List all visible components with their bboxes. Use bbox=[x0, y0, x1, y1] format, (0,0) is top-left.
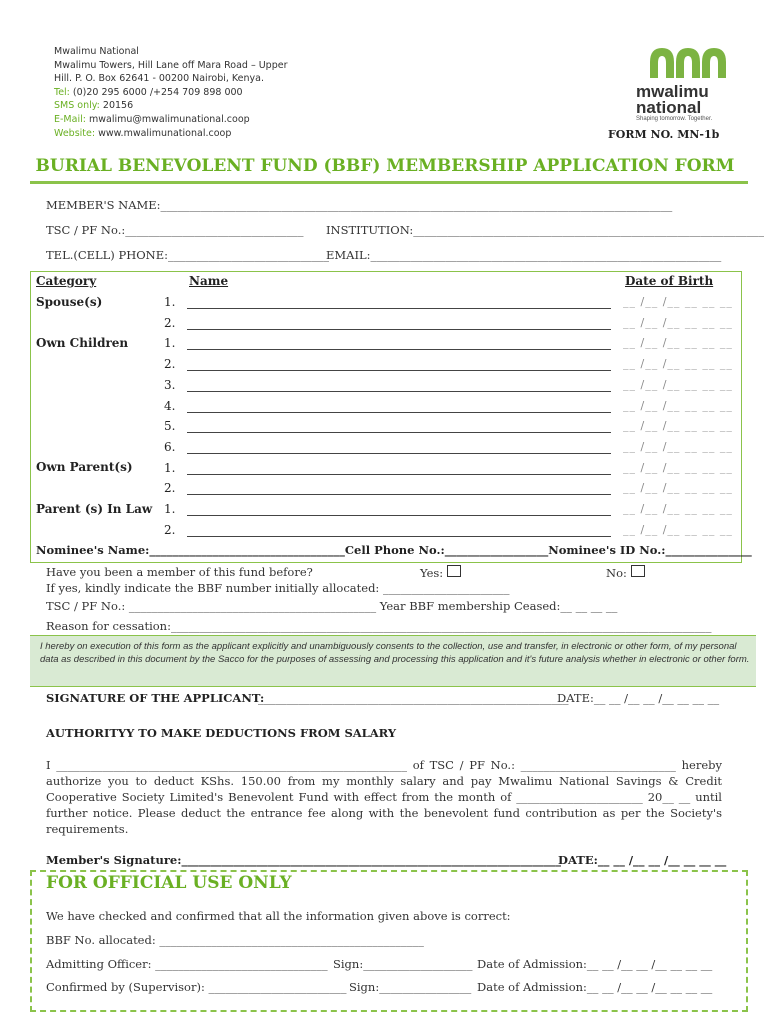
org-sms bbox=[54, 99, 288, 113]
logo-tagline: Shaping tomorrow. Together. bbox=[636, 116, 713, 122]
yes-label: Yes: bbox=[420, 566, 444, 580]
form-number: FORM NO. MN-1b bbox=[608, 128, 720, 141]
category-parents: Own Parent(s) bbox=[36, 460, 133, 474]
dependent-dob-field[interactable]: __ /__ /__ __ __ __ bbox=[623, 481, 733, 494]
admitting-officer-field[interactable]: Admitting Officer: ______________________________ bbox=[46, 957, 328, 971]
row-number: 2. bbox=[164, 481, 176, 495]
dependent-dob-field[interactable]: __ /__ /__ __ __ __ bbox=[623, 336, 733, 349]
org-tel-label: Tel: bbox=[54, 86, 70, 98]
applicant-signature-label: SIGNATURE OF THE APPLICANT: bbox=[46, 691, 265, 705]
supervisor-date-field[interactable]: Date of Admission:__ __ /__ __ /__ __ __ __ bbox=[477, 980, 713, 994]
dependent-name-line[interactable] bbox=[187, 515, 611, 516]
row-number: 2. bbox=[164, 357, 176, 371]
org-email bbox=[54, 113, 288, 127]
category-parents-in-law: Parent (s) In Law bbox=[36, 502, 153, 516]
dependent-dob-field[interactable]: __ /__ /__ __ __ __ bbox=[623, 378, 733, 391]
prior-member-question: Have you been a member of this fund before? bbox=[46, 565, 313, 579]
dependents-table bbox=[30, 271, 742, 563]
bbf-allocated-field[interactable]: BBF No. allocated: ______________________________________________ bbox=[46, 933, 424, 947]
dependent-name-line[interactable] bbox=[187, 391, 611, 392]
dependent-name-line[interactable] bbox=[187, 308, 611, 309]
tsc-ceased-field[interactable]: TSC / PF No.: ___________________________________________ Year BBF membership Ceased:__ __ __ __ bbox=[46, 599, 618, 613]
consent-text: I hereby on execution of this form as the applicant explicitly and unambiguously consents to the collection, use and transfer, in electronic or other form, of my personal data as described in this document by the Sacco for the purposes of assessing and processing this application and it's future analysis whether in electronic or other form. bbox=[40, 641, 750, 666]
dependent-name-line[interactable] bbox=[187, 494, 611, 495]
row-number: 1. bbox=[164, 295, 176, 309]
authority-paragraph: I _____________________________________________________________ of TSC / PF No.: ___________________________ hereby authorize you to deduct KShs. 150.00 from my monthly salary and pay Mwalimu National Savings & Credit Cooperative Society Limited's Benevolent Fund with effect from the month of ______________________ 20__ __ until further notice. Please deduct the entrance fee along with the benevolent fund contribution as per the Society's requirements. bbox=[46, 758, 722, 836]
col-name: Name bbox=[189, 274, 229, 288]
applicant-date-field[interactable]: DATE:__ __ /__ __ /__ __ __ __ bbox=[557, 691, 720, 705]
yes-option[interactable] bbox=[420, 565, 461, 580]
category-children: Own Children bbox=[36, 336, 129, 350]
dependent-dob-field[interactable]: __ /__ /__ __ __ __ bbox=[623, 461, 733, 474]
row-number: 2. bbox=[164, 316, 176, 330]
title-divider bbox=[30, 181, 748, 184]
bbf-number-field[interactable]: If yes, kindly indicate the BBF number initially allocated: ______________________ bbox=[46, 581, 510, 595]
nominee-row[interactable]: Nominee's Name:__________________________________Cell Phone No.:__________________Nominee's ID No.:_______________ bbox=[36, 543, 752, 557]
row-number: 4. bbox=[164, 399, 176, 413]
org-sms-label: SMS only: bbox=[54, 100, 100, 112]
org-website bbox=[54, 127, 288, 141]
org-website-value: www.mwalimunational.coop bbox=[98, 127, 232, 139]
official-confirm-text: We have checked and confirmed that all the information given above is correct: bbox=[46, 909, 511, 923]
logo-text-line-1: mwalimu bbox=[636, 82, 709, 101]
dependent-name-line[interactable] bbox=[187, 349, 611, 350]
dependent-name-line[interactable] bbox=[187, 412, 611, 413]
org-website-label: Website: bbox=[54, 127, 96, 139]
dependent-dob-field[interactable]: __ /__ /__ __ __ __ bbox=[623, 295, 733, 308]
dependent-dob-field[interactable]: __ /__ /__ __ __ __ bbox=[623, 502, 733, 515]
page-title: BURIAL BENEVOLENT FUND (BBF) MEMBERSHIP APPLICATION FORM bbox=[35, 156, 735, 176]
dependent-dob-field[interactable]: __ /__ /__ __ __ __ bbox=[623, 523, 733, 536]
dependent-name-line[interactable] bbox=[187, 329, 611, 330]
col-dob: Date of Birth bbox=[625, 274, 714, 288]
no-checkbox[interactable] bbox=[631, 565, 645, 577]
tel-field[interactable]: TEL.(CELL) PHONE:____________________________ bbox=[46, 248, 329, 262]
authority-heading: AUTHORITYY TO MAKE DEDUCTIONS FROM SALARY bbox=[46, 726, 397, 740]
row-number: 6. bbox=[164, 440, 176, 454]
tsc-pf-field[interactable]: TSC / PF No.:_______________________________ bbox=[46, 223, 304, 237]
row-number: 1. bbox=[164, 461, 176, 475]
org-address-line-2: Hill. P. O. Box 62641 - 00200 Nairobi, Kenya. bbox=[54, 73, 265, 85]
admitting-sign-field[interactable]: Sign:___________________ bbox=[333, 957, 473, 971]
dependent-name-line[interactable] bbox=[187, 370, 611, 371]
member-signature-field[interactable]: Member's Signature:__________________________________________________________________ bbox=[46, 853, 561, 867]
org-address-block bbox=[54, 45, 288, 140]
org-name: Mwalimu National bbox=[54, 46, 139, 57]
dependent-name-line[interactable] bbox=[187, 432, 611, 433]
org-tel-value: (0)20 295 6000 /+254 709 898 000 bbox=[72, 86, 243, 98]
dependent-dob-field[interactable]: __ /__ /__ __ __ __ bbox=[623, 440, 733, 453]
col-category: Category bbox=[36, 274, 97, 288]
supervisor-field[interactable]: Confirmed by (Supervisor): ________________________ bbox=[46, 980, 347, 994]
admission-date-field[interactable]: Date of Admission:__ __ /__ __ /__ __ __ __ bbox=[477, 957, 713, 971]
dependent-dob-field[interactable]: __ /__ /__ __ __ __ bbox=[623, 316, 733, 329]
dependent-name-line[interactable] bbox=[187, 536, 611, 537]
email-field[interactable]: EMAIL:_____________________________________________________________ bbox=[326, 248, 722, 262]
supervisor-sign-field[interactable]: Sign:________________ bbox=[349, 980, 472, 994]
org-address-line-1: Mwalimu Towers, Hill Lane off Mara Road – Upper bbox=[54, 59, 288, 71]
org-tel bbox=[54, 86, 288, 100]
category-spouse: Spouse(s) bbox=[36, 295, 103, 309]
org-email-label: E-Mail: bbox=[54, 113, 86, 125]
member-date-field[interactable]: DATE:__ __ /__ __ /__ __ __ __ bbox=[558, 853, 727, 867]
row-number: 5. bbox=[164, 419, 176, 433]
applicant-signature-line[interactable]: ______________________________________________________ bbox=[258, 691, 569, 705]
yes-checkbox[interactable] bbox=[447, 565, 461, 577]
member-name-field[interactable]: MEMBER'S NAME:_________________________________________________________________________________________ bbox=[46, 198, 673, 212]
row-number: 1. bbox=[164, 336, 176, 350]
row-number: 2. bbox=[164, 523, 176, 537]
org-sms-value: 20156 bbox=[102, 100, 134, 112]
institution-field[interactable]: INSTITUTION:_____________________________________________________________ bbox=[326, 223, 764, 237]
row-number: 3. bbox=[164, 378, 176, 392]
org-email-value: mwalimu@mwalimunational.coop bbox=[88, 113, 250, 125]
no-option[interactable] bbox=[606, 565, 645, 580]
dependent-name-line[interactable] bbox=[187, 474, 611, 475]
mwalimu-logo bbox=[630, 44, 740, 128]
reason-field[interactable]: Reason for cessation:______________________________________________________________________________________________ bbox=[46, 619, 712, 633]
dependent-dob-field[interactable]: __ /__ /__ __ __ __ bbox=[623, 419, 733, 432]
official-use-title: FOR OFFICIAL USE ONLY bbox=[46, 873, 292, 893]
dependent-dob-field[interactable]: __ /__ /__ __ __ __ bbox=[623, 399, 733, 412]
no-label: No: bbox=[606, 566, 627, 580]
logo-mark-icon bbox=[630, 44, 740, 80]
dependent-dob-field[interactable]: __ /__ /__ __ __ __ bbox=[623, 357, 733, 370]
dependent-name-line[interactable] bbox=[187, 453, 611, 454]
logo-text-line-2: national bbox=[636, 98, 702, 117]
row-number: 1. bbox=[164, 502, 176, 516]
